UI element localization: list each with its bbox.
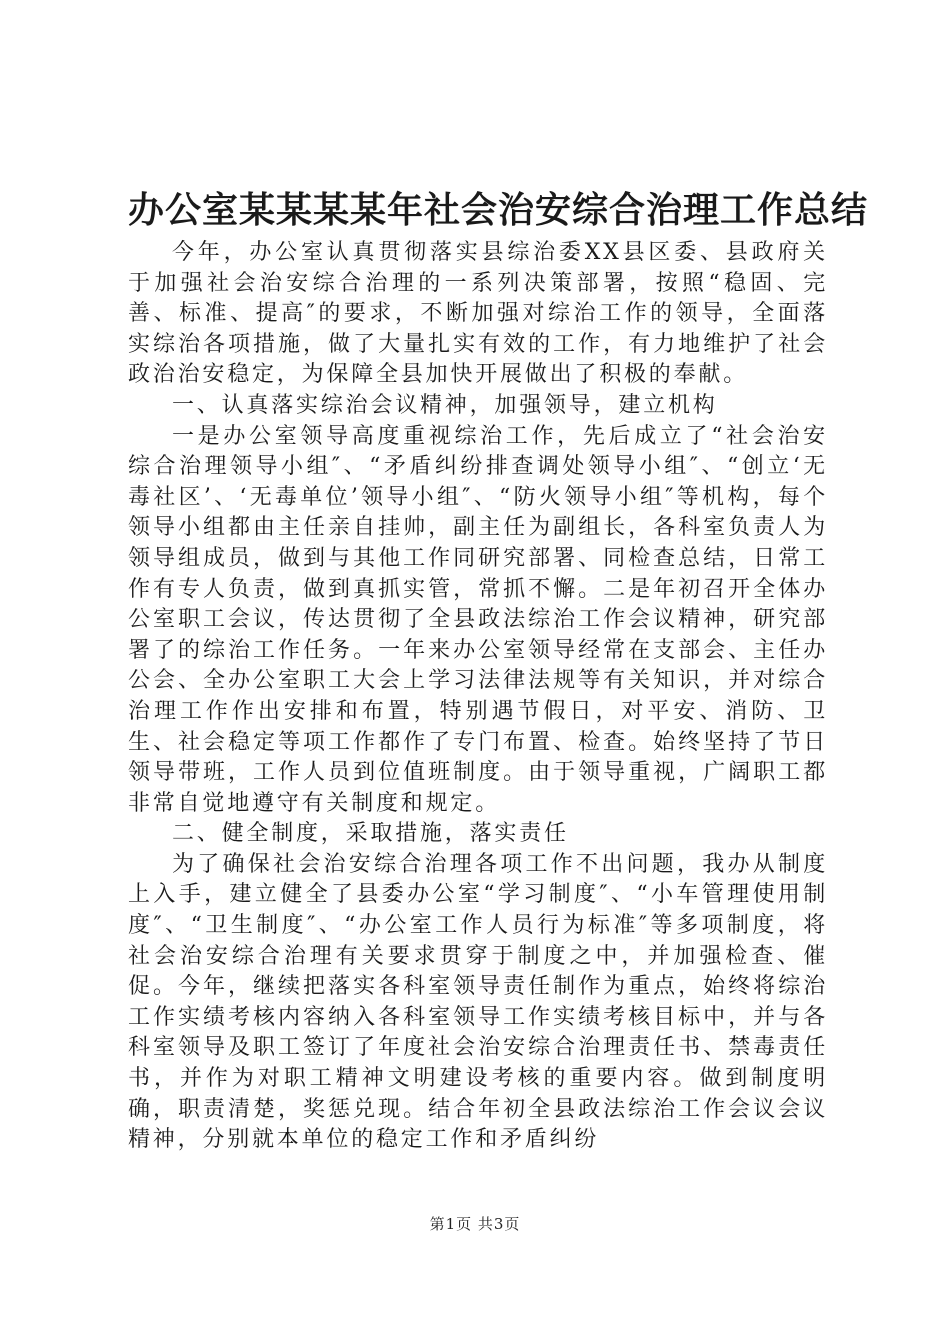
section-2-paragraph: 为了确保社会治安综合治理各项工作不出问题，我办从制度上入手，建立健全了县委办公室“学习制度″、“小车管理使用制度″、“卫生制度″、“办公室工作人员行为标准″等多项制度，将社会治安综合治理有关要求贯穿于制度之中，并加强检查、催促。今年，继续把落实各科室领导责任制作为重点，始终将综治工作实绩考核内容纳入各科室领导工作实绩考核目标中，并与各科室领导及职工签订了年度社会治安综合治理责任书、禁毒责任书，并作为对职工精神文明建设考核的重要内容。做到制度明确，职责清楚，奖惩兑现。结合年初全县政法综治工作会议会议精神，分别就本单位的稳定工作和矛盾纠纷 — [128, 851, 828, 1153]
document-title: 办公室某某某某年社会治安综合治理工作总结 — [128, 189, 869, 231]
section-heading-2: 二、健全制度，采取措施，落实责任 — [172, 821, 569, 847]
page-footer: 第1页 共3页 — [429, 1215, 521, 1233]
document-body — [128, 238, 828, 1156]
intro-paragraph: 今年，办公室认真贯彻落实县综治委XX县区委、县政府关于加强社会治安综合治理的一系列决策部署，按照“稳固、完善、标准、提高″的要求，不断加强对综治工作的领导，全面落实综治各项措施，做了大量扎实有效的工作，有力地维护了社会政治治安稳定，为保障全县加快开展做出了积极的奉献。 — [128, 240, 828, 388]
section-1-paragraph: 一是办公室领导高度重视综治工作，先后成立了“社会治安综合治理领导小组″、“矛盾纠纷排查调处领导小组″、“创立‘无毒社区’、‘无毒单位’领导小组″、“防火领导小组″等机构，每个领导小组都由主任亲自挂帅，副主任为副组长，各科室负责人为领导组成员，做到与其他工作同研究部署、同检查总结，日常工作有专人负责，做到真抓实管，常抓不懈。二是年初召开全体办公室职工会议，传达贯彻了全县政法综治工作会议精神，研究部署了的综治工作任务。一年来办公室领导经常在支部会、主任办公会、全办公室职工大会上学习法律法规等有关知识，并对综合治理工作作出安排和布置，特别遇节假日，对平安、消防、卫生、社会稳定等项工作都作了专门布置、检查。始终坚持了节日领导带班，工作人员到位值班制度。由于领导重视，广阔职工都非常自觉地遵守有关制度和规定。 — [128, 423, 828, 816]
section-heading-1: 一、认真落实综治会议精神，加强领导，建立机构 — [172, 392, 718, 418]
